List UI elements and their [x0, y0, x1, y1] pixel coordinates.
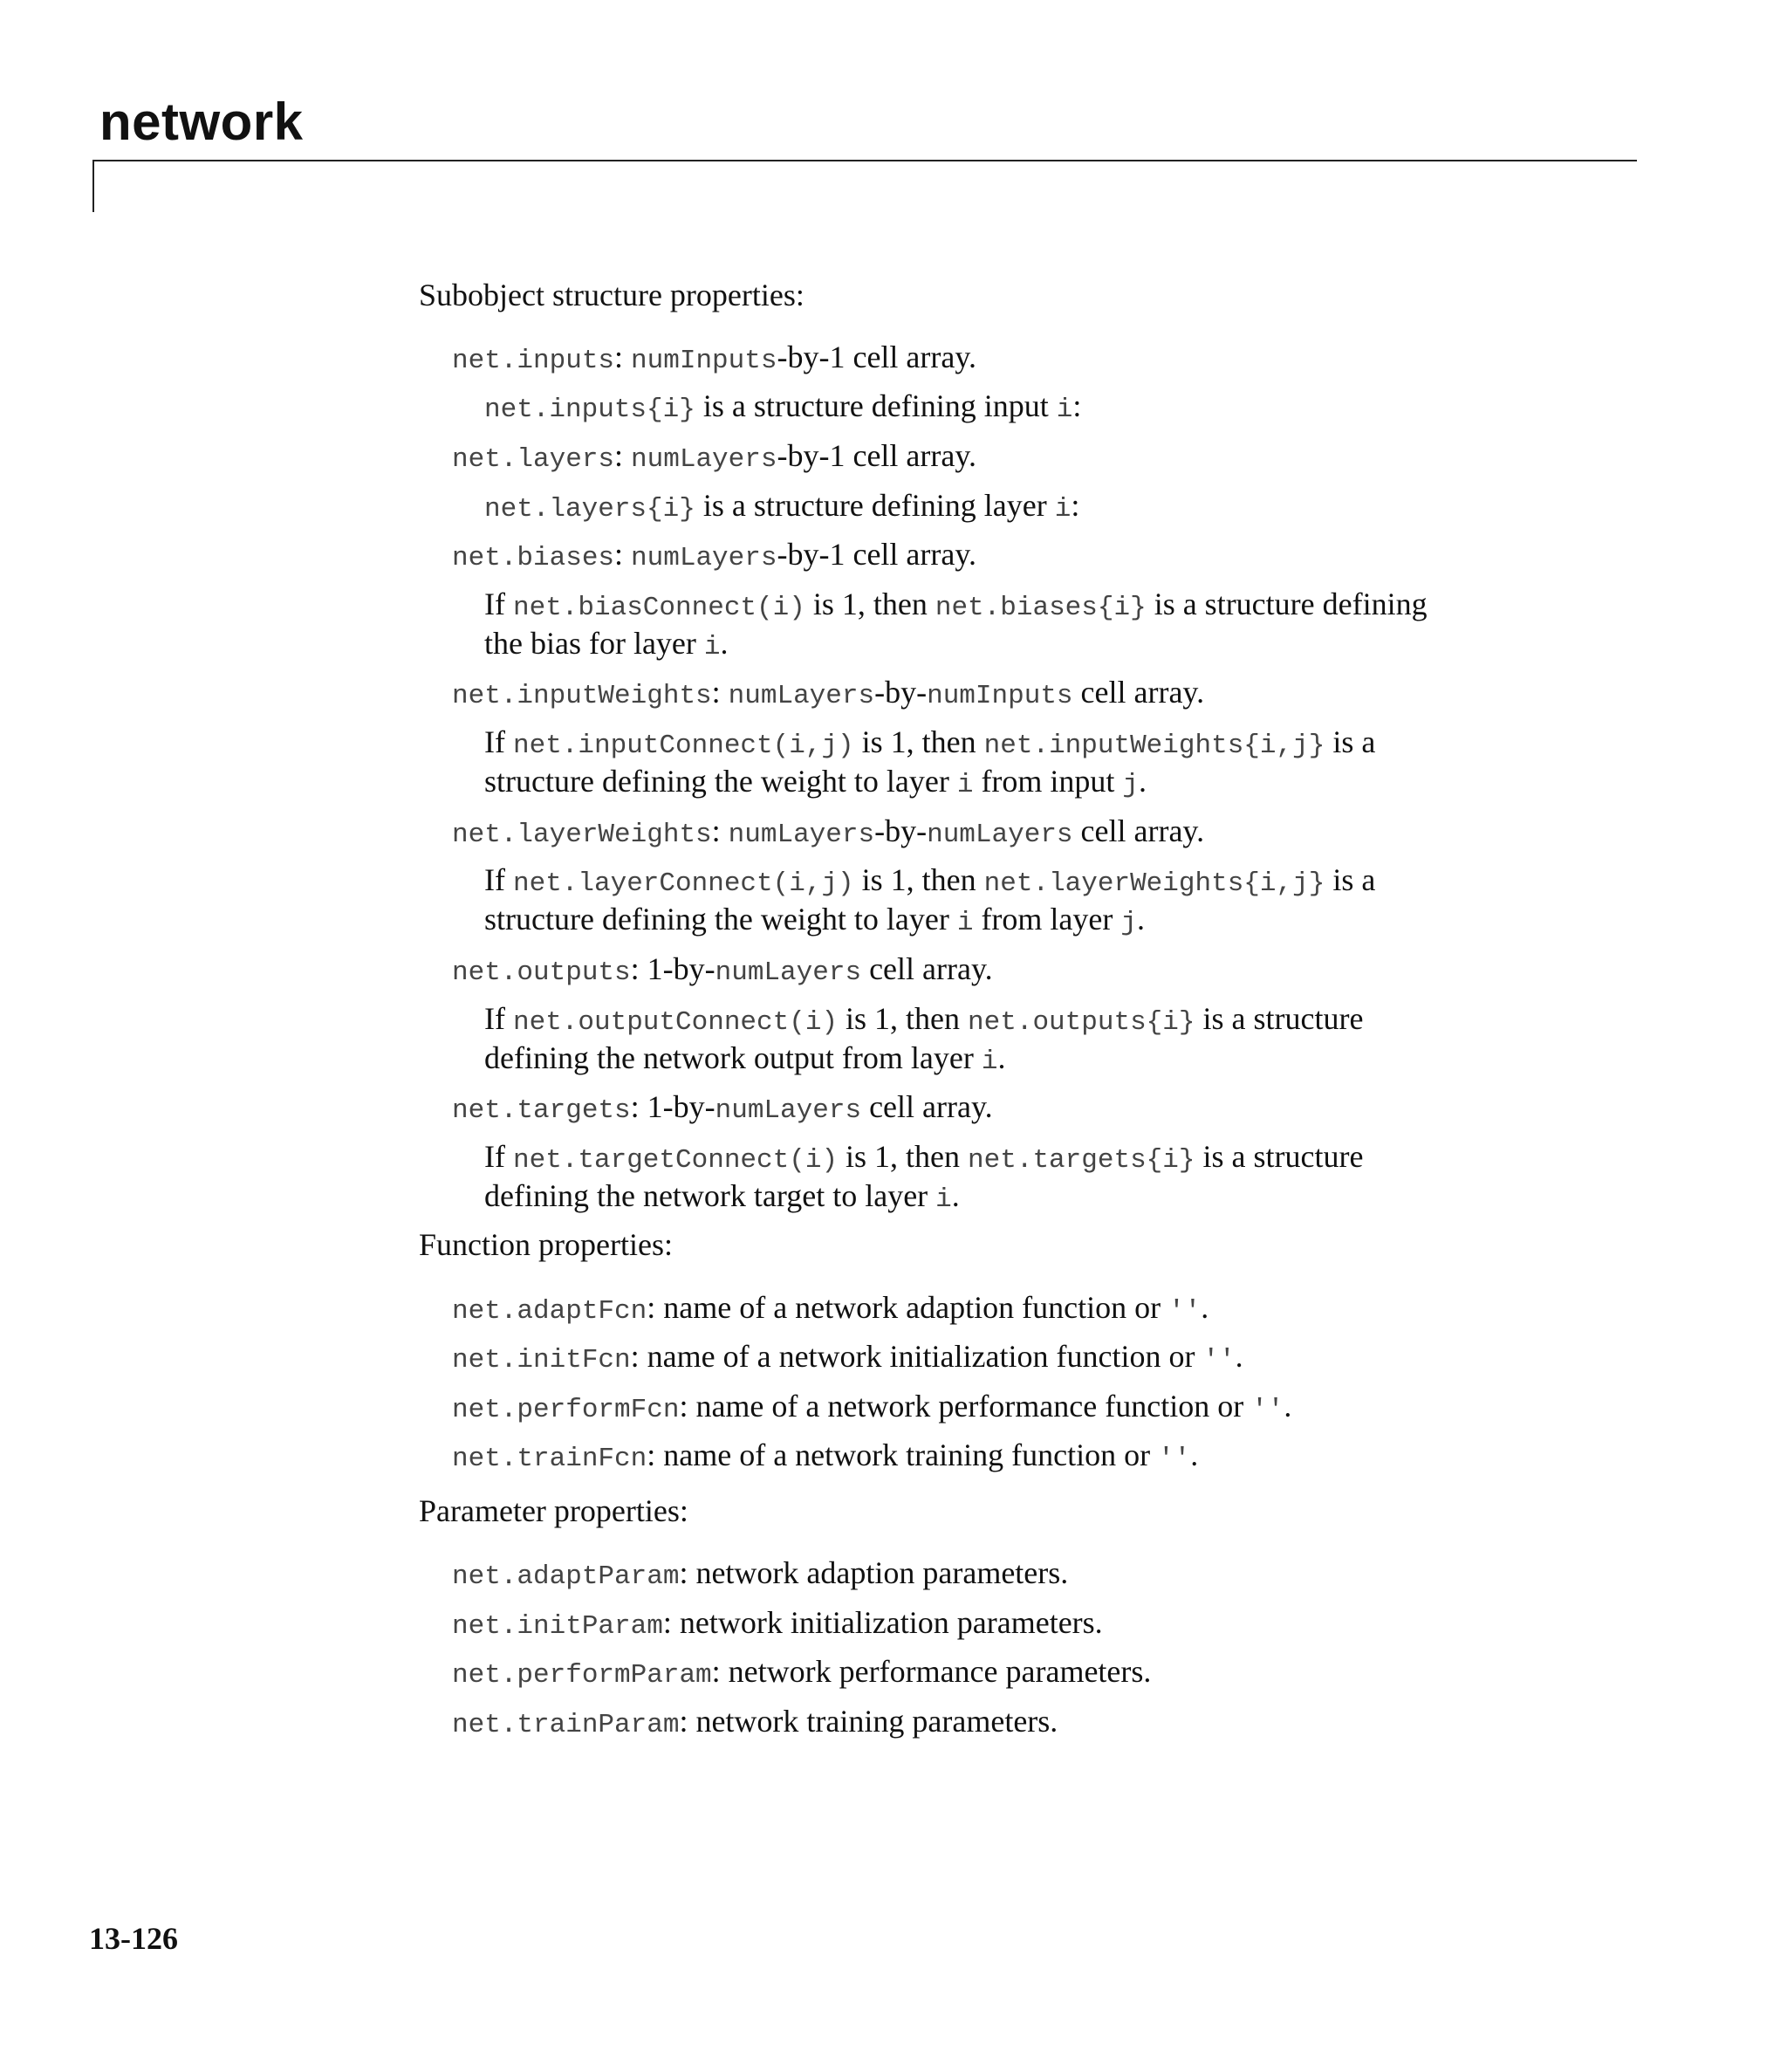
desc-outputs-line1: If net.outputConnect(i) is 1, then net.outputs{i} is a structure	[484, 1001, 1364, 1038]
desc-biases-line2: the bias for layer i.	[484, 626, 729, 662]
prop-adaptFcn: net.adaptFcn: name of a network adaption function or ''.	[452, 1290, 1209, 1327]
desc-targets-line2: defining the network target to layer i.	[484, 1178, 960, 1215]
prop-name: net.trainFcn	[452, 1444, 647, 1474]
prop-name: net.adaptFcn	[452, 1296, 647, 1327]
prop-name: net.inputWeights	[452, 681, 712, 711]
desc-biases-line1: If net.biasConnect(i) is 1, then net.biases{i} is a structure defining	[484, 587, 1428, 623]
prop-performParam: net.performParam: network performance parameters.	[452, 1654, 1152, 1691]
prop-name: net.biases	[452, 543, 615, 573]
prop-name: net.initFcn	[452, 1345, 631, 1376]
prop-layers: net.layers: numLayers-by-1 cell array.	[452, 438, 977, 475]
prop-name: net.outputs	[452, 957, 631, 988]
prop-initFcn: net.initFcn: name of a network initialization function or ''.	[452, 1339, 1243, 1376]
prop-trainParam: net.trainParam: network training parameters.	[452, 1704, 1058, 1740]
prop-name: net.performParam	[452, 1660, 712, 1691]
prop-layerWeights: net.layerWeights: numLayers-by-numLayers cell array.	[452, 813, 1205, 850]
prop-trainFcn: net.trainFcn: name of a network training function or ''.	[452, 1437, 1199, 1474]
prop-outputs: net.outputs: 1-by-numLayers cell array.	[452, 951, 993, 988]
desc-inputWeights-line1: If net.inputConnect(i,j) is 1, then net.inputWeights{i,j} is a	[484, 724, 1376, 761]
header-rule	[92, 160, 1637, 161]
desc-inputs: net.inputs{i} is a structure defining input i:	[484, 388, 1082, 425]
prop-inputs: net.inputs: numInputs-by-1 cell array.	[452, 340, 977, 376]
function-heading: Function properties:	[419, 1227, 673, 1262]
desc-outputs-line2: defining the network output from layer i.	[484, 1040, 1006, 1077]
prop-name: net.trainParam	[452, 1710, 680, 1740]
desc-inputWeights-line2: structure defining the weight to layer i from input j.	[484, 764, 1147, 800]
prop-targets: net.targets: 1-by-numLayers cell array.	[452, 1089, 993, 1126]
parameter-heading: Parameter properties:	[419, 1493, 688, 1528]
page-title: network	[99, 93, 304, 151]
prop-name: net.adaptParam	[452, 1561, 680, 1592]
prop-adaptParam: net.adaptParam: network adaption parameters.	[452, 1555, 1069, 1592]
prop-name: net.layers	[452, 444, 615, 475]
header-rule-tick	[92, 160, 94, 212]
prop-name: net.performFcn	[452, 1395, 680, 1425]
prop-name: net.targets	[452, 1095, 631, 1126]
subobject-heading: Subobject structure properties:	[419, 278, 804, 312]
prop-name: net.inputs	[452, 346, 615, 376]
prop-name: net.initParam	[452, 1611, 663, 1642]
desc-layerWeights-line1: If net.layerConnect(i,j) is 1, then net.layerWeights{i,j} is a	[484, 862, 1376, 899]
prop-initParam: net.initParam: network initialization parameters.	[452, 1605, 1103, 1642]
desc-layerWeights-line2: structure defining the weight to layer i from layer j.	[484, 902, 1145, 938]
prop-biases: net.biases: numLayers-by-1 cell array.	[452, 537, 977, 573]
prop-performFcn: net.performFcn: name of a network performance function or ''.	[452, 1389, 1292, 1425]
page-number: 13-126	[89, 1921, 178, 1956]
desc-targets-line1: If net.targetConnect(i) is 1, then net.targets{i} is a structure	[484, 1139, 1364, 1176]
prop-inputWeights: net.inputWeights: numLayers-by-numInputs cell array.	[452, 675, 1205, 711]
desc-layers: net.layers{i} is a structure defining layer i:	[484, 488, 1080, 525]
prop-name: net.layerWeights	[452, 820, 712, 850]
